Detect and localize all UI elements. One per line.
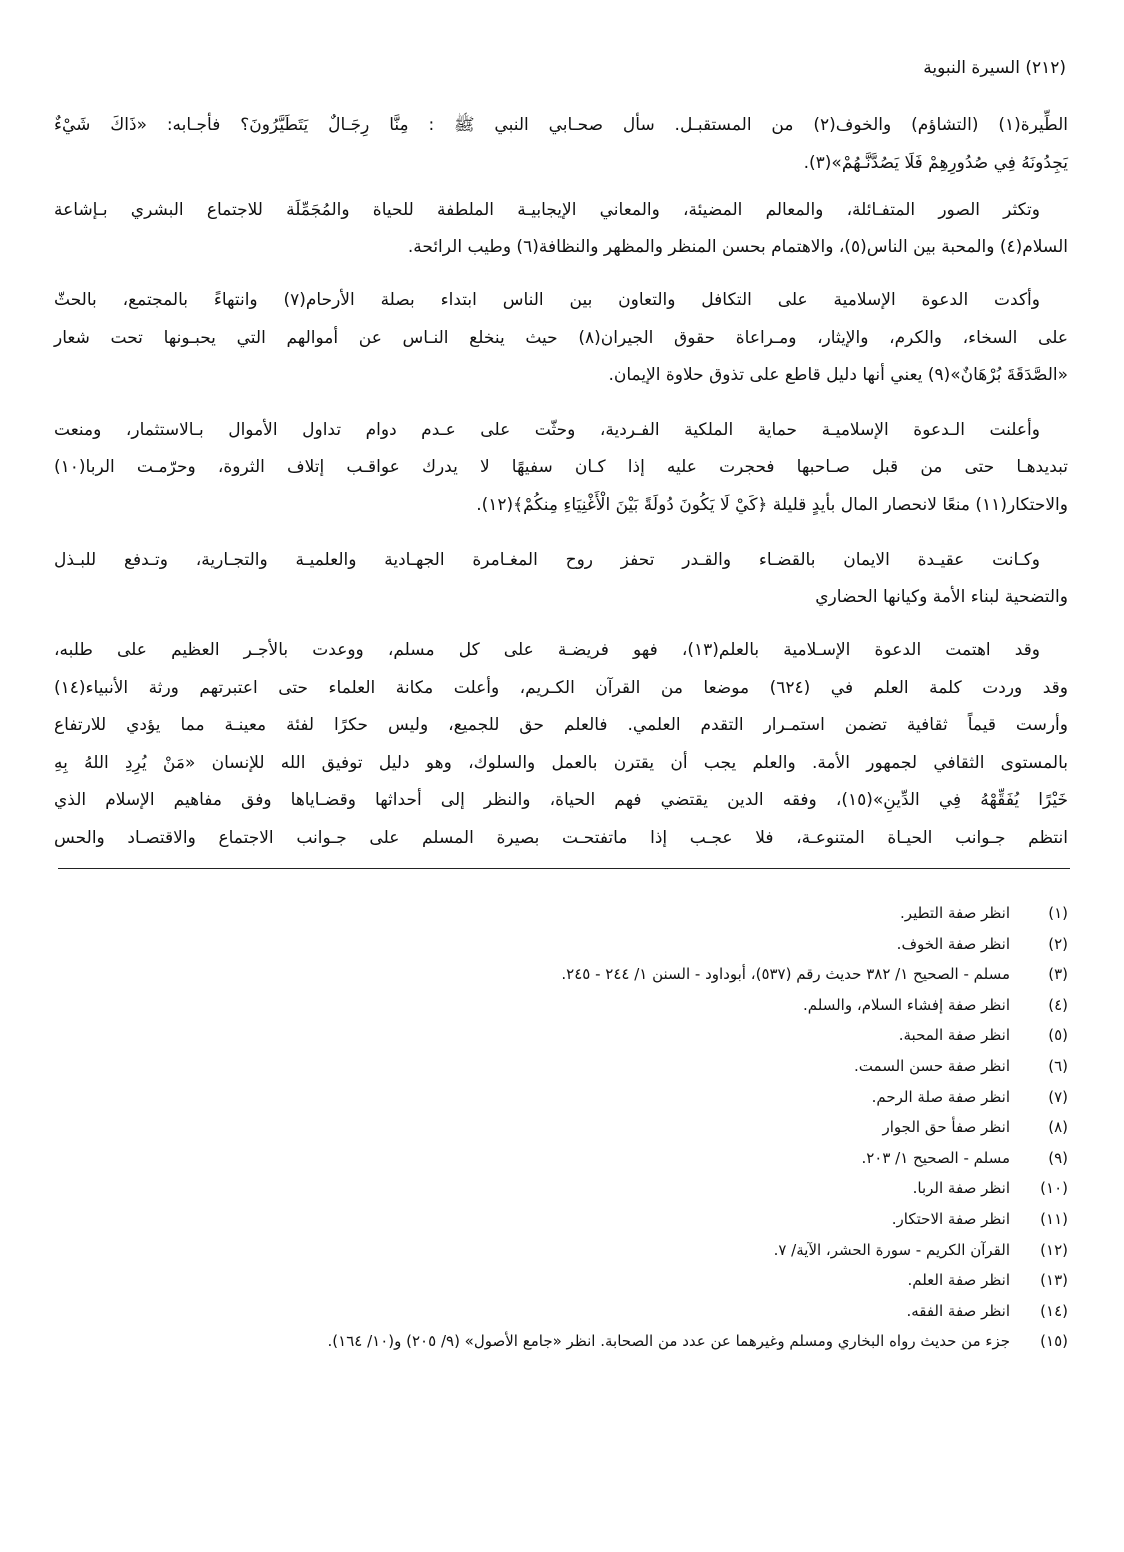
body-line: والاحتكار(١١) منعًا لانحصار المال بأيدٍ قليلة ﴿كَيْ لَا يَكُونَ دُولَةً بَيْنَ الْأَغْنِيَاءِ مِنكُمْ﴾(١٢). [476, 495, 1068, 515]
footnote [883, 1116, 1069, 1138]
body-line: السلام(٤) والمحبة بين الناس(٥)، والاهتمام بحسن المنظر والمظهر والنظافة(٦) وطيب الرائحة. [407, 237, 1068, 257]
footnote-text: انظر صفة حسن السمت. [854, 1057, 1010, 1075]
footnote-number: (٤) [1048, 995, 1068, 1014]
body-line: وأعلنت الـدعوة الإسلاميـة حماية الملكية الفـردية، وحثّت على عـدم دوام تداول الأموال بـالاستثمار، ومنعت [54, 420, 1040, 440]
body-line: بالمستوى الثقافي لجمهور الأمة. والعلم يجب أن يقترن بالعمل والسلوك، وهو دليل توفيق الله للإنسان «مَنْ يُرِدِ اللهُ بِهِ [54, 753, 1068, 773]
footnote [907, 1269, 1068, 1291]
footnote-text: انظر صفة الاحتكار. [891, 1210, 1010, 1228]
footnote-text: انظر صفة الربا. [912, 1179, 1010, 1198]
footnote-number: (١٣) [1040, 1271, 1068, 1290]
footnote [561, 963, 1068, 985]
body-line: وقد اهتمت الدعوة الإسـلامية بالعلم(١٣)، فهو فريضـة على كل مسلم، ووعدت بالأجـر العظيم على طلبه، [54, 640, 1041, 660]
body-line: وكـانت عقيـدة الايمان بالقضـاء والقـدر تحفز روح المغـامرة الجهـادية والعلميـة والتجـارية، وتـدفع للبـذل [54, 550, 1040, 570]
footnote [328, 1330, 1068, 1352]
footnote [774, 1239, 1068, 1261]
body-line: وأكدت الدعوة الإسلامية على التكافل والتعاون بين الناس ابتداء بصلة الأرحام(٧) وانتهاءً بالمجتمع، بالحثّ [54, 290, 1040, 310]
body-line: وقد وردت كلمة العلم في (٦٢٤) موضعا من القرآن الكـريم، وأعلت مكانة العلماء حتى اعتبرتهم ورثة الأنبياء(١٤) [54, 678, 1068, 698]
footnote [897, 933, 1068, 955]
footnote [854, 1055, 1068, 1077]
footnote-number: (٩) [1048, 1148, 1068, 1167]
footnote [913, 1177, 1068, 1199]
footnote [872, 1086, 1068, 1108]
footnote-text: انظر صفة إفشاء السلام، والسلم. [803, 995, 1010, 1014]
footnote-number: (٣) [1048, 965, 1068, 984]
footnote-number: (٦) [1048, 1057, 1068, 1075]
footnote-text: انظر صفة المحبة. [898, 1026, 1010, 1045]
running-header: (٢١٢) السيرة النبوية [923, 58, 1066, 78]
footnote-text: مسلم - الصحيح ١/ ٢٠٣. [861, 1148, 1010, 1167]
footnote-number: (٢) [1048, 934, 1068, 953]
footnote-number: (١١) [1040, 1210, 1068, 1228]
footnote [803, 994, 1068, 1016]
footnote [861, 1147, 1068, 1169]
body-line: يَجِدُونَهُ فِي صُدُورِهِمْ فَلَا يَصُدَّنَّـهُمْ»(٣). [803, 153, 1068, 173]
footnote-divider [58, 868, 1070, 869]
body-line: وتكثر الصور المتفـائلة، والمعالم المضيئة، والمعاني الإيجابيـة الملطفة للحياة والمُجَمِّلَة للاجتماع البشري بـإشاعة [54, 200, 1040, 220]
footnote-number: (٧) [1048, 1087, 1068, 1106]
body-line: الطِّيرة(١) (التشاؤم) والخوف(٢) من المستقبـل. سأل صحـابي النبي ﷺ : مِنَّا رِجَـالٌ يَتَطَيَّرُونَ؟ فأجـابه: «ذَاكَ شَيْءٌ [54, 115, 1068, 135]
footnote-text: انظر صفة الفقه. [906, 1301, 1010, 1320]
footnote-text: انظر صفأ حق الجوار [882, 1118, 1010, 1137]
footnote [906, 1300, 1068, 1322]
footnote-number: (٨) [1048, 1118, 1068, 1137]
body-line: تبديدهـا حتى من قبل صـاحبها فحجرت عليه إذا كـان سفيهًا لا يدرك عواقـب إتلاف الثروة، وحرّمـت الربا(١٠) [54, 457, 1068, 477]
footnote-number: (١٤) [1040, 1301, 1068, 1320]
body-line: انتظم جـوانب الحيـاة المتنوعـة، فلا عجـب إذا ماتفتحـت بصيرة المسلم على جـوانب الاجتماع والاقتصـاد والحس [54, 828, 1068, 848]
body-line: والتضحية لبناء الأمة وكيانها الحضاري [815, 587, 1068, 607]
footnote-text: انظر صفة الخوف. [896, 934, 1010, 953]
footnote [900, 902, 1068, 924]
footnote-text: انظر صفة العلم. [907, 1271, 1010, 1290]
footnote-text: مسلم - الصحيح ١/ ٣٨٢ حديث رقم (٥٣٧)، أبوداود - السنن ١/ ٢٤٤ - ٢٤٥. [561, 965, 1010, 984]
footnote-number: (١٥) [1040, 1332, 1068, 1351]
footnote-text: القرآن الكريم - سورة الحشر، الآية/ ٧. [773, 1240, 1010, 1259]
body-line: وأرست قيماً ثقافية تضمن استمـرار التقدم العلمي. فالعلم حق للجميع، وليس حكرًا لفئة معينـة مما يؤدي للارتفاع [54, 715, 1068, 735]
footnote [899, 1024, 1068, 1046]
body-line: خَيْرًا يُفَقِّهْهُ فِي الدِّينِ»(١٥)، وفقه الدين يقتضي فهم الحياة، والنظر إلى أحداثها وقضـاياها وفق مفاهيم الإسلام الذي [54, 790, 1068, 810]
footnote-number: (١) [1048, 904, 1068, 922]
footnote-number: (١٠) [1040, 1179, 1068, 1198]
footnote-text: انظر صفة صلة الرحم. [871, 1087, 1010, 1106]
body-line: على السخاء، والكرم، والإيثار، ومـراعاة حقوق الجيران(٨) حيث ينخلع النـاس عن أموالهم التي يحبـونها تحت شعار [54, 328, 1068, 348]
footnote-text: انظر صفة التطير. [900, 904, 1010, 922]
footnote [892, 1208, 1068, 1230]
footnote-number: (١٢) [1040, 1240, 1068, 1259]
body-line: «الصَّدَقَةَ بُرْهَانٌ»(٩) يعني أنها دليل قاطع على تذوق حلاوة الإيمان. [608, 365, 1068, 385]
footnote-text: جزء من حديث رواه البخاري ومسلم وغيرهما عن عدد من الصحابة. انظر «جامع الأصول» (٩/ ٢٠٥) و(١٠/ ١٦٤). [327, 1332, 1010, 1351]
footnote-number: (٥) [1048, 1026, 1068, 1045]
